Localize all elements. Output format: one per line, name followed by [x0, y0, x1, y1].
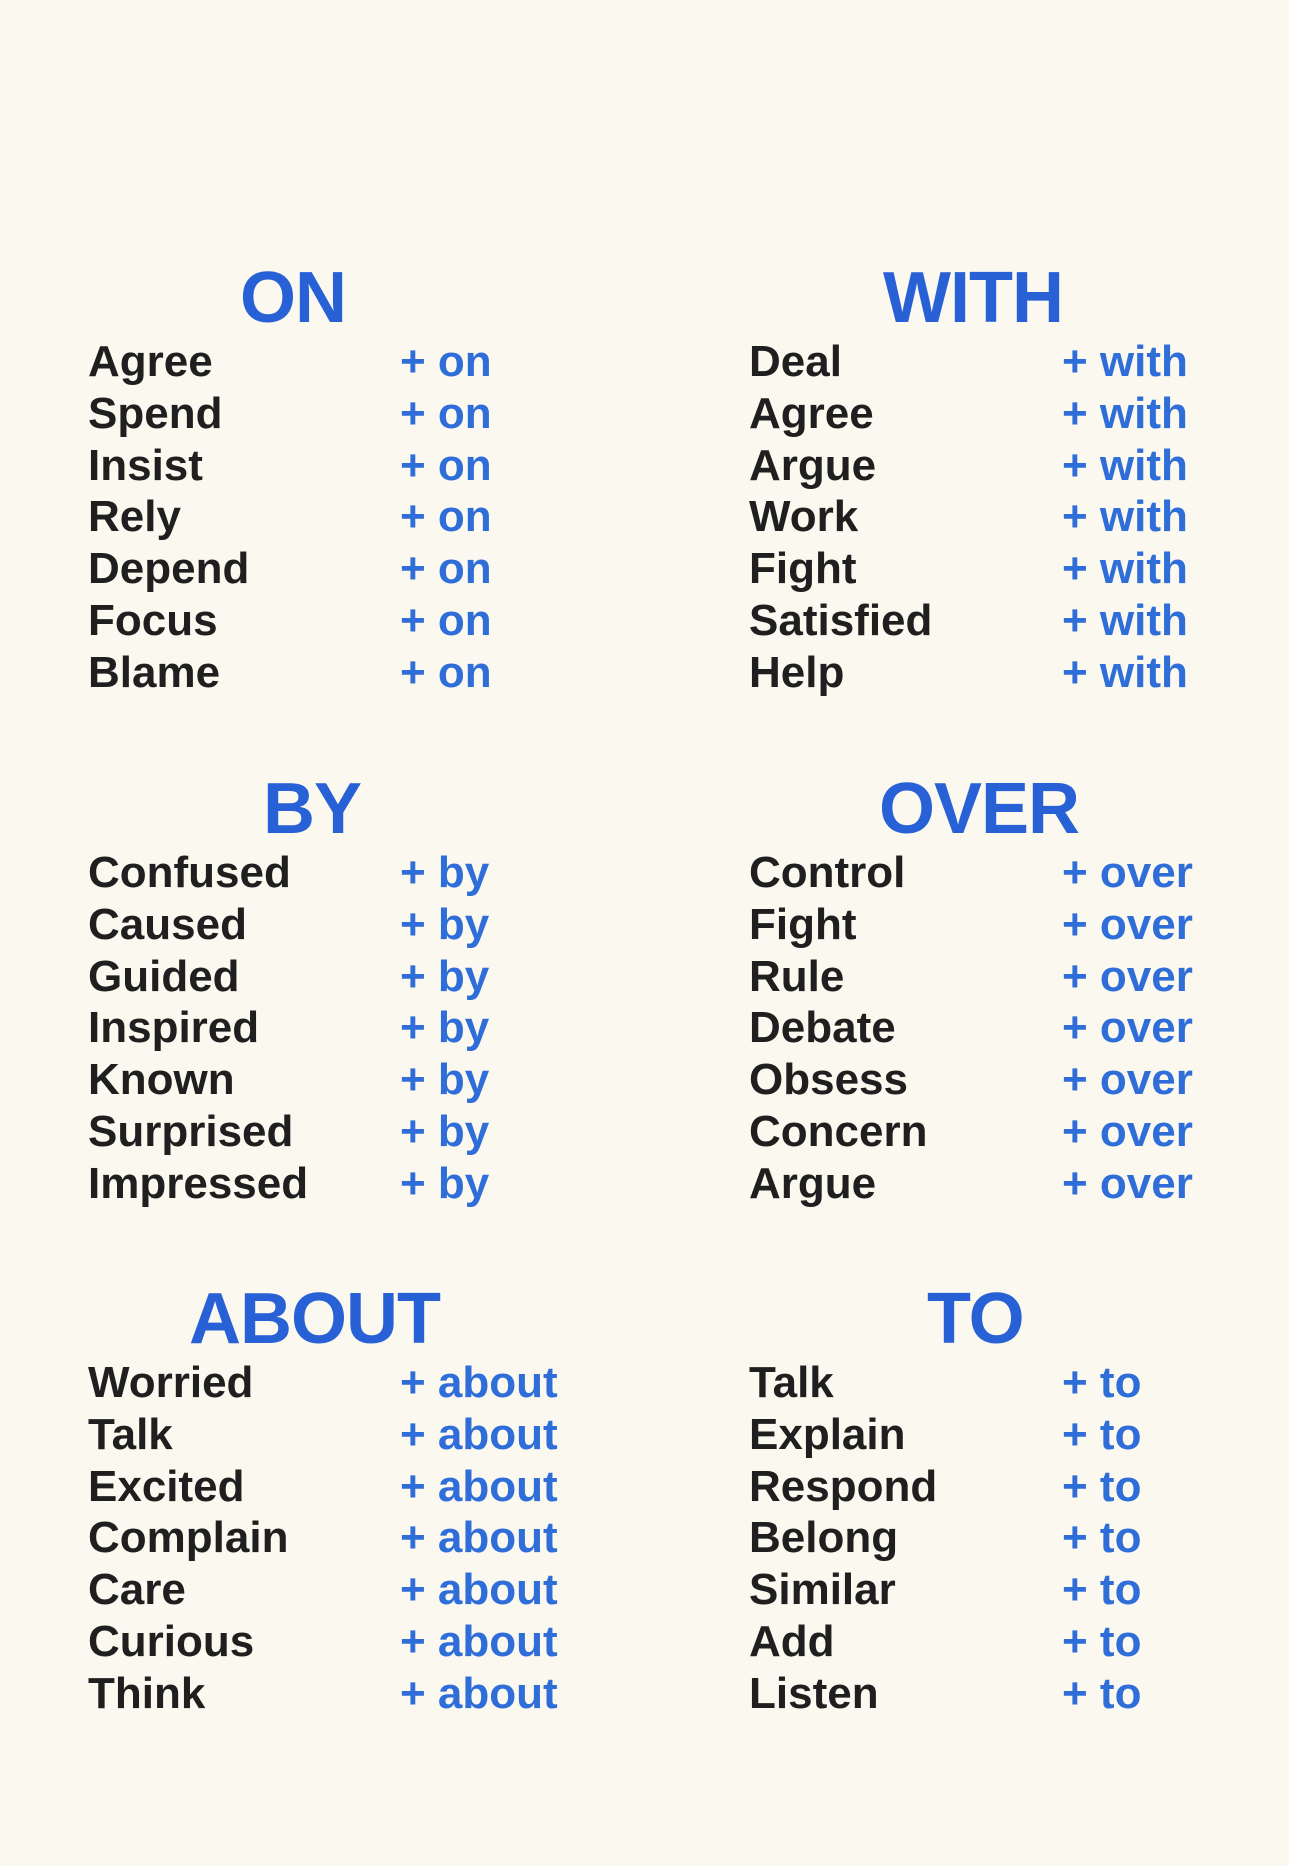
verb-label: Surprised: [88, 1106, 294, 1156]
verb-label: Talk: [88, 1409, 173, 1459]
verb-label: Fight: [749, 544, 857, 594]
verb-label: Known: [88, 1055, 235, 1105]
row-with-satisfied: [749, 595, 1289, 647]
section-rows-about: [88, 1357, 648, 1720]
preposition-label: + to: [1062, 1513, 1142, 1563]
row-with-argue: [749, 440, 1289, 492]
row-over-concern: [749, 1106, 1289, 1158]
verb-label: Deal: [749, 337, 842, 386]
section-rows-on: [88, 336, 648, 699]
row-on-spend: [88, 388, 648, 440]
verb-label: Belong: [749, 1513, 899, 1563]
row-to-explain: [749, 1409, 1289, 1461]
preposition-label: + to: [1062, 1668, 1142, 1718]
preposition-label: + by: [400, 899, 490, 949]
preposition-label: + with: [1062, 337, 1188, 386]
preposition-label: + by: [400, 1055, 490, 1105]
row-on-focus: [88, 595, 648, 647]
verb-label: Rule: [749, 951, 845, 1001]
row-about-talk: [88, 1409, 648, 1461]
verb-label: Explain: [749, 1409, 906, 1459]
preposition-label: + on: [400, 388, 492, 438]
preposition-label: + with: [1062, 595, 1188, 645]
row-with-deal: [749, 336, 1289, 388]
preposition-label: + by: [400, 951, 490, 1001]
row-over-rule: [749, 951, 1289, 1003]
verb-label: Spend: [88, 388, 223, 438]
verb-label: Worried: [88, 1358, 254, 1407]
row-about-worried: [88, 1357, 648, 1409]
row-on-blame: [88, 647, 648, 699]
preposition-label: + by: [400, 1003, 490, 1053]
verb-label: Respond: [749, 1461, 938, 1511]
row-by-known: [88, 1054, 648, 1106]
row-by-confused: [88, 847, 648, 899]
preposition-label: + on: [400, 544, 492, 594]
preposition-label: + by: [400, 848, 490, 897]
preposition-label: + to: [1062, 1358, 1142, 1407]
section-rows-over: [749, 847, 1289, 1210]
verb-label: Agree: [88, 337, 213, 386]
verb-label: Help: [749, 647, 845, 697]
verb-label: Argue: [749, 440, 877, 490]
row-by-caused: [88, 899, 648, 951]
verb-label: Similar: [749, 1565, 896, 1615]
row-by-guided: [88, 951, 648, 1003]
verb-label: Argue: [749, 1158, 877, 1208]
verb-label: Depend: [88, 544, 250, 594]
preposition-label: + with: [1062, 544, 1188, 594]
row-about-think: [88, 1668, 648, 1720]
verb-label: Add: [749, 1616, 835, 1666]
section-rows-by: [88, 847, 648, 1210]
verb-label: Impressed: [88, 1158, 309, 1208]
section-rows-with: [749, 336, 1289, 699]
preposition-label: + over: [1062, 1106, 1193, 1156]
preposition-label: + over: [1062, 848, 1193, 897]
row-to-listen: [749, 1668, 1289, 1720]
row-about-care: [88, 1564, 648, 1616]
verb-label: Blame: [88, 647, 221, 697]
verb-label: Curious: [88, 1616, 255, 1666]
preposition-label: + to: [1062, 1616, 1142, 1666]
section-heading-to: TO: [927, 1279, 1024, 1359]
verb-label: Listen: [749, 1668, 879, 1718]
section-heading-by: BY: [263, 769, 362, 849]
verb-label: Control: [749, 848, 906, 897]
verb-label: Work: [749, 492, 859, 542]
preposition-label: + about: [400, 1513, 558, 1563]
row-over-debate: [749, 1002, 1289, 1054]
verb-label: Think: [88, 1668, 206, 1718]
row-by-impressed: [88, 1158, 648, 1210]
row-by-inspired: [88, 1002, 648, 1054]
row-to-add: [749, 1616, 1289, 1668]
preposition-label: + by: [400, 1106, 490, 1156]
row-over-obsess: [749, 1054, 1289, 1106]
row-over-argue: [749, 1158, 1289, 1210]
preposition-label: + with: [1062, 388, 1188, 438]
preposition-label: + on: [400, 647, 492, 697]
row-to-similar: [749, 1564, 1289, 1616]
verb-label: Complain: [88, 1513, 289, 1563]
row-with-fight: [749, 543, 1289, 595]
verb-label: Obsess: [749, 1055, 908, 1105]
verb-label: Inspired: [88, 1003, 260, 1053]
verb-label: Confused: [88, 848, 291, 897]
row-on-insist: [88, 440, 648, 492]
preposition-label: + on: [400, 337, 492, 386]
preposition-label: + on: [400, 595, 492, 645]
preposition-label: + about: [400, 1616, 558, 1666]
row-over-fight: [749, 899, 1289, 951]
row-by-surprised: [88, 1106, 648, 1158]
verb-label: Agree: [749, 388, 874, 438]
row-to-belong: [749, 1512, 1289, 1564]
verb-label: Guided: [88, 951, 240, 1001]
section-heading-with: WITH: [883, 258, 1063, 338]
section-rows-to: [749, 1357, 1289, 1720]
section-heading-over: OVER: [879, 769, 1080, 849]
verb-label: Caused: [88, 899, 247, 949]
verb-label: Excited: [88, 1461, 245, 1511]
row-about-curious: [88, 1616, 648, 1668]
preposition-label: + over: [1062, 951, 1193, 1001]
preposition-label: + about: [400, 1409, 558, 1459]
preposition-label: + over: [1062, 1055, 1193, 1105]
preposition-label: + about: [400, 1358, 558, 1407]
preposition-label: + on: [400, 440, 492, 490]
verb-label: Rely: [88, 492, 181, 542]
verb-label: Insist: [88, 440, 203, 490]
preposition-label: + with: [1062, 440, 1188, 490]
preposition-label: + with: [1062, 492, 1188, 542]
row-on-depend: [88, 543, 648, 595]
preposition-label: + to: [1062, 1461, 1142, 1511]
verb-label: Concern: [749, 1106, 928, 1156]
verb-label: Fight: [749, 899, 857, 949]
verb-label: Focus: [88, 595, 218, 645]
row-with-help: [749, 647, 1289, 699]
verb-label: Debate: [749, 1003, 896, 1053]
preposition-label: + over: [1062, 899, 1193, 949]
section-heading-on: ON: [240, 258, 346, 338]
preposition-label: + over: [1062, 1003, 1193, 1053]
row-on-rely: [88, 491, 648, 543]
section-heading-about: ABOUT: [189, 1279, 440, 1359]
row-to-respond: [749, 1461, 1289, 1513]
preposition-label: + about: [400, 1461, 558, 1511]
preposition-label: + over: [1062, 1158, 1193, 1208]
verb-label: Satisfied: [749, 595, 933, 645]
row-with-agree: [749, 388, 1289, 440]
row-about-excited: [88, 1461, 648, 1513]
preposition-label: + to: [1062, 1565, 1142, 1615]
row-over-control: [749, 847, 1289, 899]
preposition-label: + to: [1062, 1409, 1142, 1459]
row-about-complain: [88, 1512, 648, 1564]
verb-label: Care: [88, 1565, 186, 1615]
preposition-label: + on: [400, 492, 492, 542]
row-on-agree: [88, 336, 648, 388]
verb-label: Talk: [749, 1358, 834, 1407]
preposition-label: + about: [400, 1565, 558, 1615]
preposition-label: + by: [400, 1158, 490, 1208]
preposition-label: + with: [1062, 647, 1188, 697]
row-to-talk: [749, 1357, 1289, 1409]
row-with-work: [749, 491, 1289, 543]
preposition-label: + about: [400, 1668, 558, 1718]
